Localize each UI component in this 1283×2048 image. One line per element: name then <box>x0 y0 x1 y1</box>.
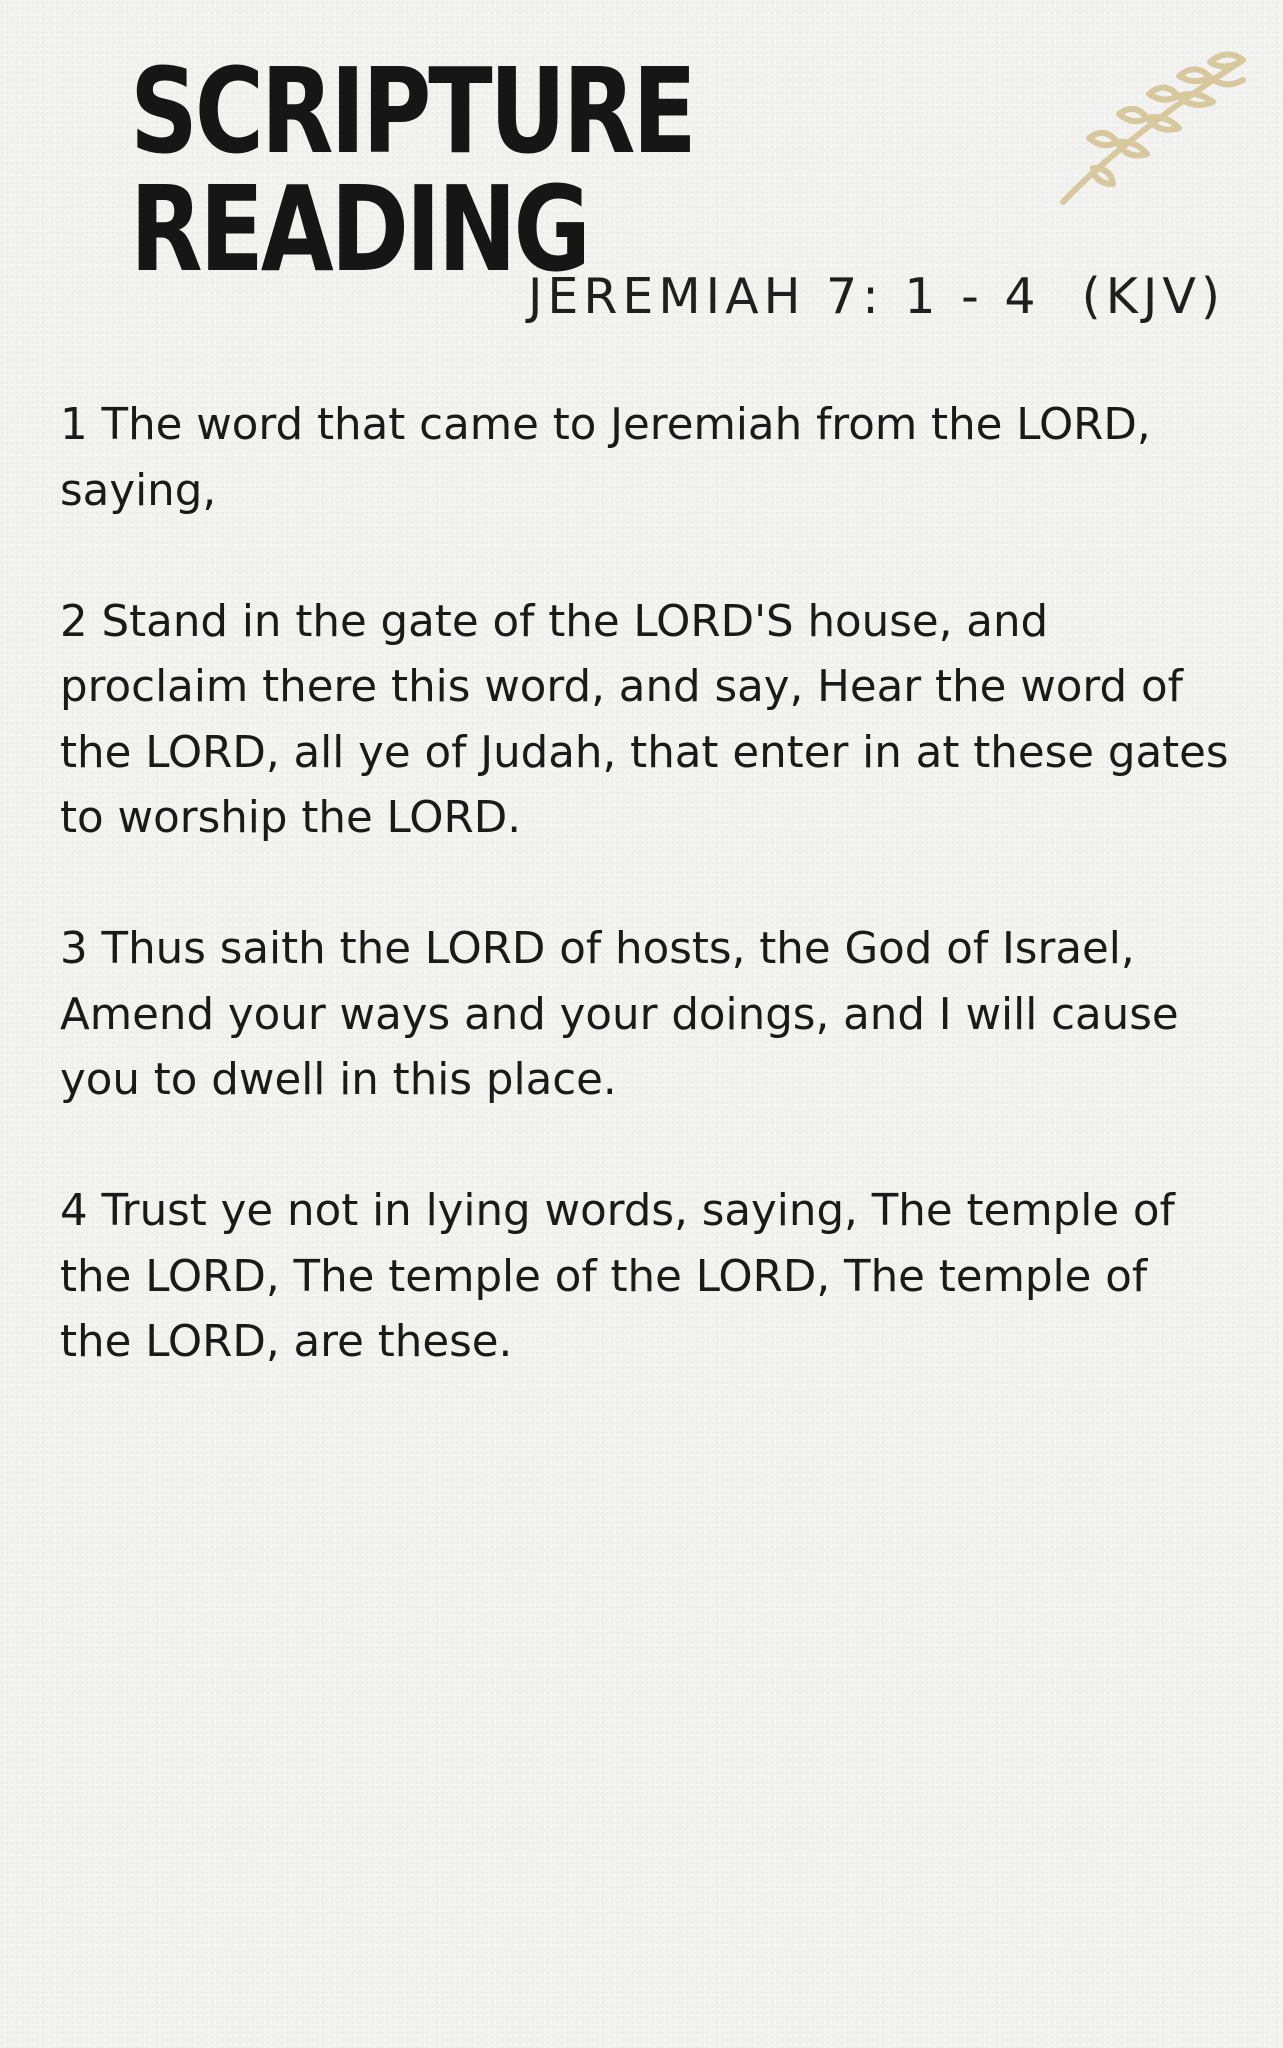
verse-2: 2 Stand in the gate of the LORD'S house, and proclaim there this word, and say, Hear the word of the LORD, all ye of Judah, that enter in at these gates to worship the LORD. <box>60 596 1229 843</box>
verse-list <box>60 393 1230 1441</box>
title-line-2: READING <box>130 160 588 298</box>
wheat-sprig-icon <box>1055 42 1255 212</box>
verse-3: 3 Thus saith the LORD of hosts, the God of Israel, Amend your ways and your doings, and I will cause you to dwell in this place. <box>60 924 1179 1105</box>
title-line-1: SCRIPTURE <box>130 42 694 180</box>
verse-1: 1 The word that came to Jeremiah from the LORD, saying, <box>60 400 1151 516</box>
page-title <box>130 42 694 298</box>
verse-4: 4 Trust ye not in lying words, saying, The temple of the LORD, The temple of the LORD, The temple of the LORD, are these. <box>60 1186 1175 1367</box>
scripture-reference: JEREMIAH 7: 1 - 4 (KJV) <box>527 268 1225 325</box>
